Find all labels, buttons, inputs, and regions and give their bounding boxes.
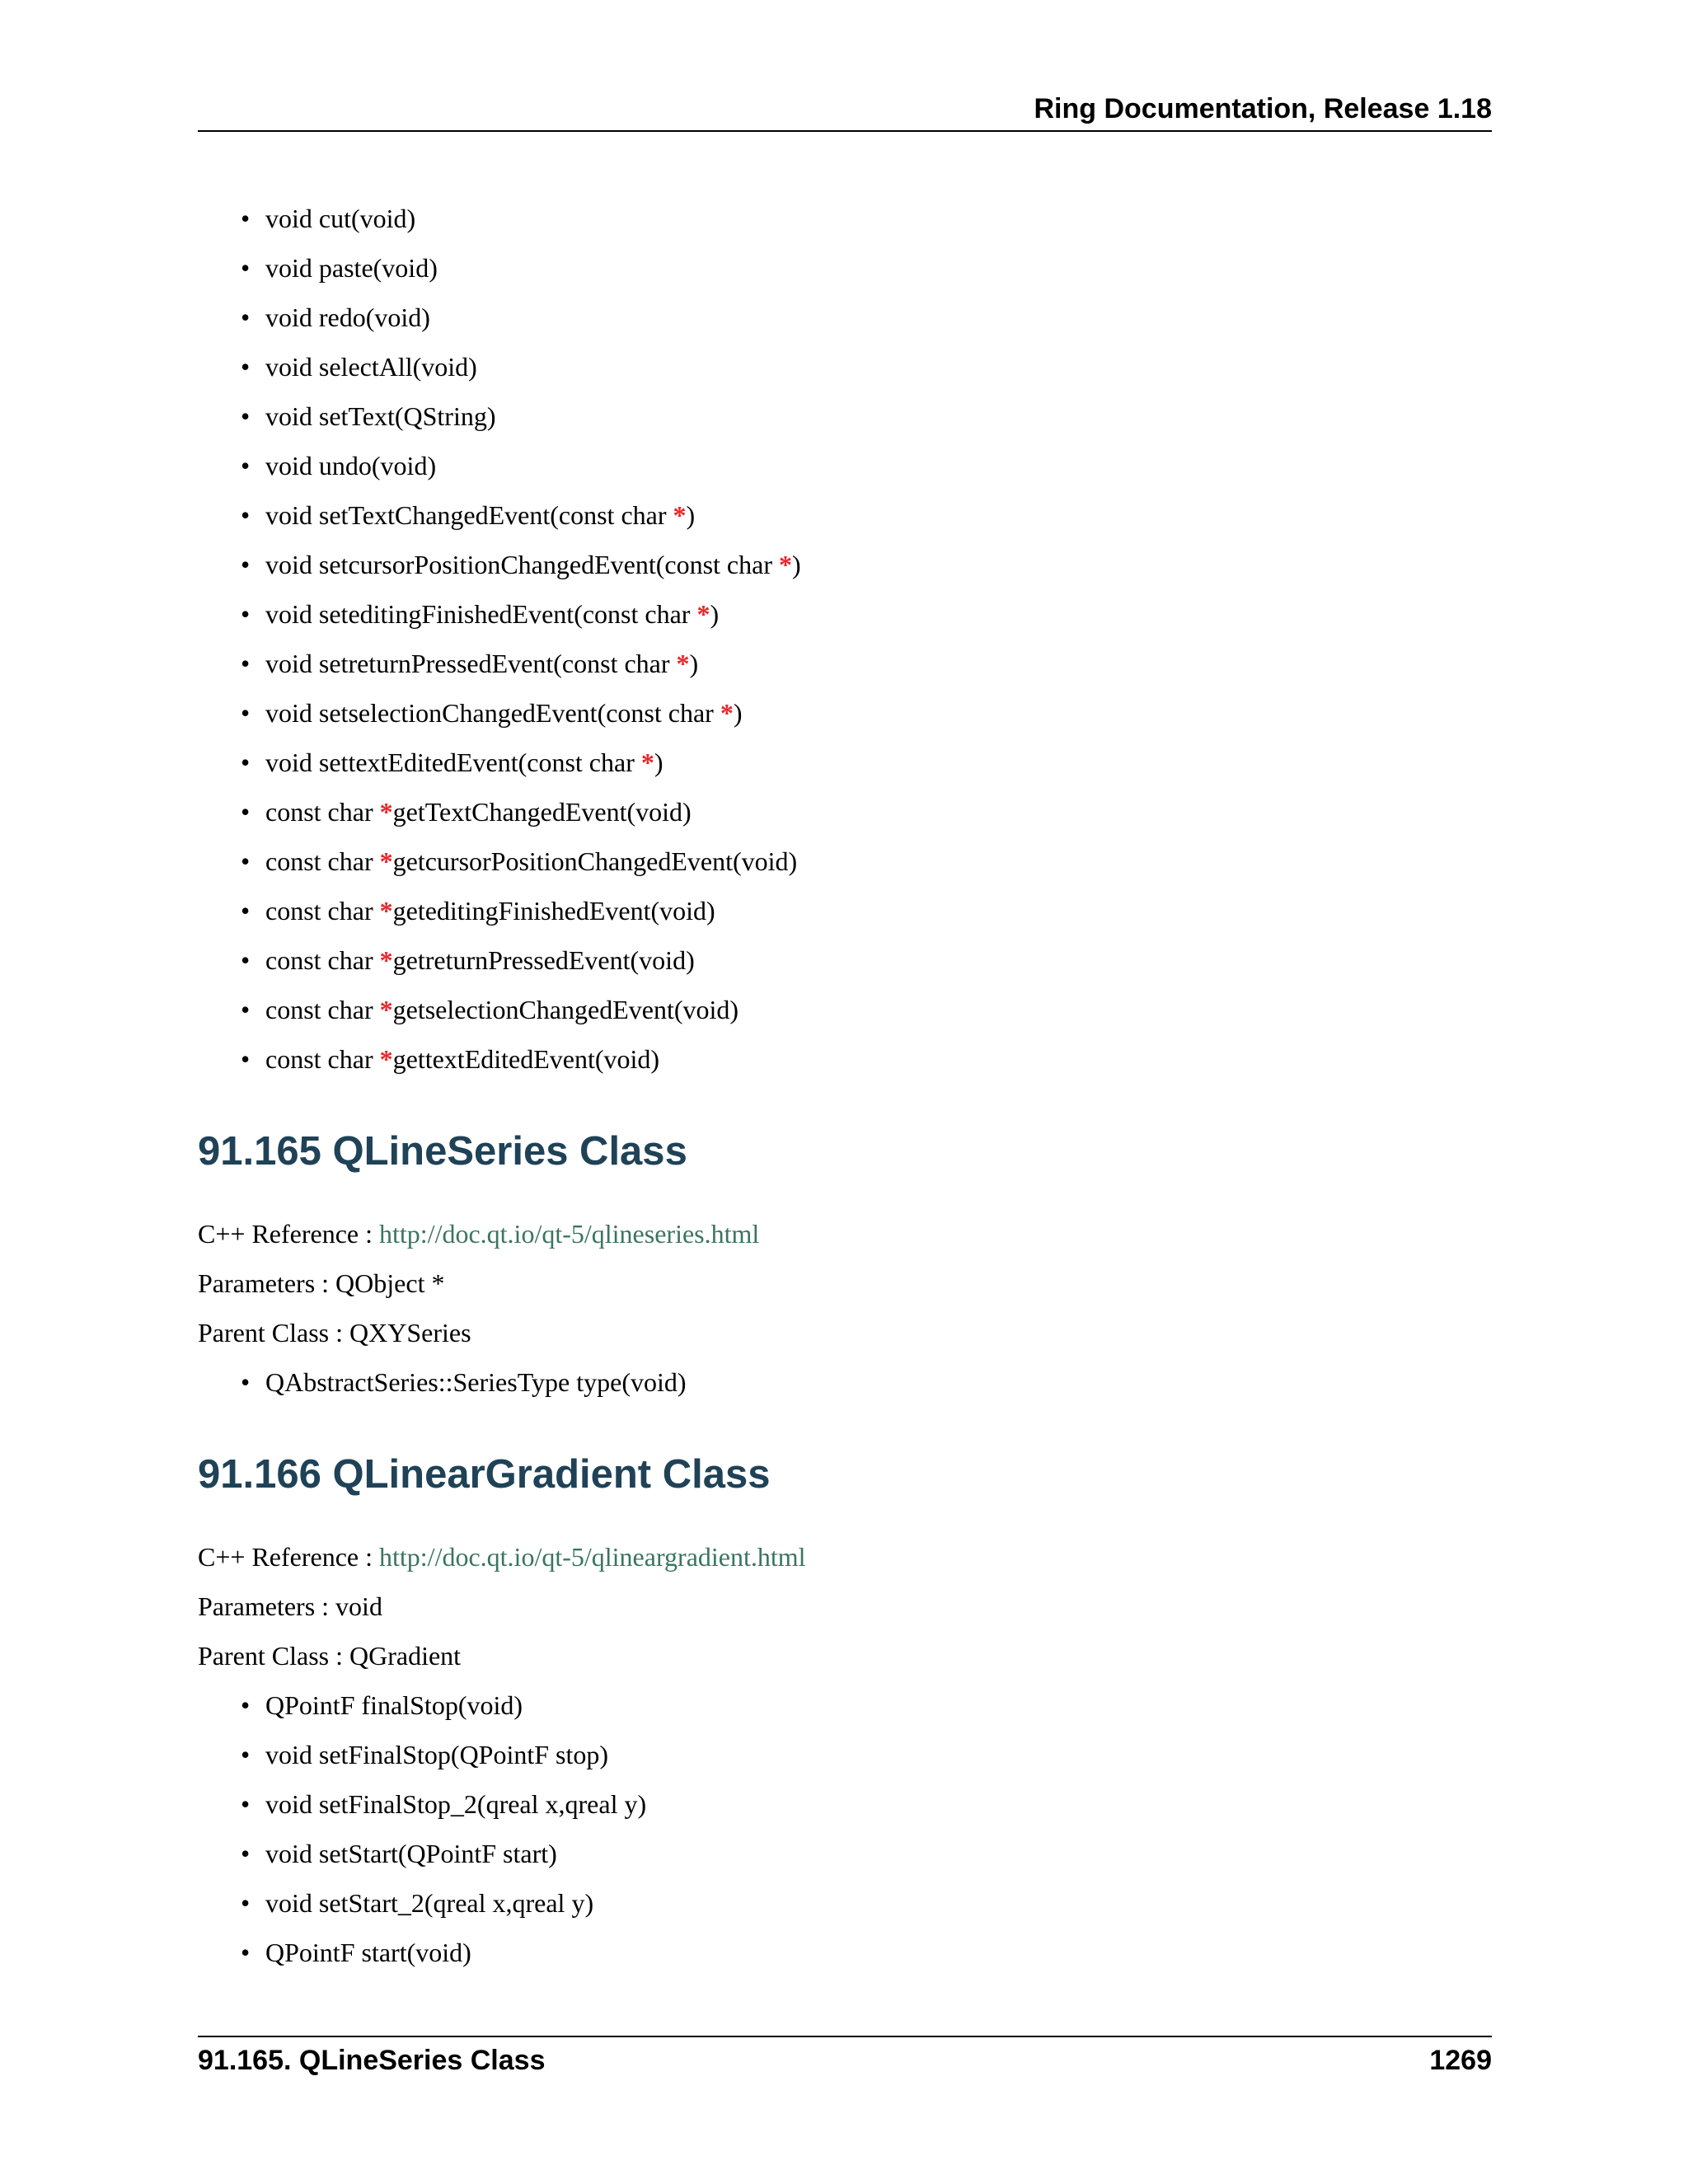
bullet-icon: • — [241, 302, 251, 332]
list-item-text: ) — [654, 748, 663, 777]
bullet-icon: • — [241, 846, 251, 876]
bullet-icon: • — [241, 649, 251, 678]
parent-class-line: Parent Class : QXYSeries — [198, 1318, 471, 1347]
pointer-star: * — [778, 550, 792, 579]
bullet-icon: • — [241, 1740, 251, 1769]
bullet-icon: • — [241, 896, 251, 926]
list-item-text: void settextEditedEvent(const char — [265, 748, 641, 777]
bullet-icon: • — [241, 1789, 251, 1819]
list-item — [241, 293, 1492, 342]
list-item-text: void selectAll(void) — [265, 352, 477, 382]
bullet-icon: • — [241, 1888, 251, 1918]
list-item — [241, 935, 1492, 985]
list-item-text: const char — [265, 1044, 380, 1074]
list-item — [241, 1928, 1492, 1977]
cpp-reference-label: C++ Reference : — [198, 1542, 379, 1572]
list-item-text: void undo(void) — [265, 451, 437, 480]
bullet-icon: • — [241, 698, 251, 728]
list-item-text: void setcursorPositionChangedEvent(const char — [265, 550, 779, 579]
list-item-text: void setFinalStop_2(qreal x,qreal y) — [265, 1789, 647, 1819]
bullet-icon: • — [241, 204, 251, 233]
pointer-star: * — [379, 846, 393, 876]
bullet-icon: • — [241, 253, 251, 283]
section-heading: 91.165 QLineSeries Class — [198, 1129, 687, 1174]
pointer-star: * — [640, 748, 654, 777]
bullet-icon: • — [241, 401, 251, 431]
list-item — [241, 540, 1492, 589]
list-item — [241, 1357, 1492, 1407]
section-heading: 91.166 QLinearGradient Class — [198, 1452, 771, 1497]
list-item — [241, 1779, 1492, 1829]
list-item-text: const char — [265, 846, 380, 876]
list-item — [241, 787, 1492, 837]
list-item-text: getcursorPositionChangedEvent(void) — [392, 846, 798, 876]
parameters-line: Parameters : void — [198, 1591, 382, 1621]
list-item-text: getTextChangedEvent(void) — [392, 797, 692, 827]
list-item-text: void setFinalStop(QPointF stop) — [265, 1740, 609, 1769]
list-item — [241, 886, 1492, 935]
bullet-icon: • — [241, 1839, 251, 1868]
parameters-line: Parameters : QObject * — [198, 1268, 445, 1298]
list-item — [241, 738, 1492, 787]
bullet-icon: • — [241, 500, 251, 530]
list-item-text: void setselectionChangedEvent(const char — [265, 698, 720, 728]
page-content — [198, 194, 1492, 1977]
running-header — [198, 92, 1492, 132]
list-item-text: void paste(void) — [265, 253, 438, 283]
list-item-text: gettextEditedEvent(void) — [392, 1044, 660, 1074]
list-item — [241, 688, 1492, 738]
pointer-star: * — [696, 599, 710, 629]
list-item-text: const char — [265, 995, 380, 1024]
footer-section-title: 91.165. QLineSeries Class — [198, 2045, 546, 2076]
bullet-icon: • — [241, 451, 251, 480]
list-item-text: void cut(void) — [265, 204, 416, 233]
pointer-star: * — [379, 797, 393, 827]
bullet-icon: • — [241, 352, 251, 382]
pointer-star: * — [379, 945, 393, 975]
method-list — [198, 1357, 1492, 1407]
bullet-icon: • — [241, 550, 251, 579]
list-item — [241, 243, 1492, 293]
list-item — [241, 589, 1492, 639]
section-qlineseries — [198, 1127, 1492, 1407]
bullet-icon: • — [241, 945, 251, 975]
list-item-text: const char — [265, 945, 380, 975]
list-item-text: void setreturnPressedEvent(const char — [265, 649, 677, 678]
bullet-icon: • — [241, 1367, 251, 1397]
list-item — [241, 985, 1492, 1034]
list-item-text: void setTextChangedEvent(const char — [265, 500, 673, 530]
bullet-icon: • — [241, 995, 251, 1024]
pointer-star: * — [720, 698, 734, 728]
list-item-text: ) — [686, 500, 696, 530]
list-item — [241, 441, 1492, 490]
cpp-reference-label: C++ Reference : — [198, 1219, 379, 1249]
bullet-icon: • — [241, 797, 251, 827]
list-item — [241, 639, 1492, 688]
cpp-reference-link[interactable]: http://doc.qt.io/qt-5/qlineseries.html — [379, 1219, 760, 1249]
list-item — [241, 1829, 1492, 1878]
list-item-text: void setStart(QPointF start) — [265, 1839, 557, 1868]
list-item-text: getreturnPressedEvent(void) — [392, 945, 695, 975]
list-item-text: void setStart_2(qreal x,qreal y) — [265, 1888, 594, 1918]
pointer-star: * — [379, 896, 393, 926]
list-item-text: const char — [265, 896, 380, 926]
list-item — [241, 342, 1492, 391]
page-number: 1269 — [1429, 2045, 1492, 2076]
list-item-text: ) — [733, 698, 743, 728]
bullet-icon: • — [241, 599, 251, 629]
document-page — [198, 0, 1492, 2184]
list-item-text: getselectionChangedEvent(void) — [392, 995, 739, 1024]
top-method-list — [198, 194, 1492, 1084]
list-item-text: ) — [689, 649, 699, 678]
list-item-text: void seteditingFinishedEvent(const char — [265, 599, 697, 629]
bullet-icon: • — [241, 1690, 251, 1720]
pointer-star: * — [379, 1044, 393, 1074]
list-item-text: geteditingFinishedEvent(void) — [392, 896, 715, 926]
bullet-icon: • — [241, 1938, 251, 1967]
list-item — [241, 1878, 1492, 1928]
list-item-text: ) — [791, 550, 801, 579]
list-item — [241, 1730, 1492, 1779]
list-item-text: QPointF finalStop(void) — [265, 1690, 523, 1720]
section-qlineargradient — [198, 1450, 1492, 1977]
list-item — [241, 1680, 1492, 1730]
cpp-reference-link[interactable]: http://doc.qt.io/qt-5/qlineargradient.html — [379, 1542, 806, 1572]
list-item-text: ) — [710, 599, 720, 629]
list-item-text: const char — [265, 797, 380, 827]
list-item — [241, 391, 1492, 441]
list-item — [241, 490, 1492, 540]
list-item — [241, 1034, 1492, 1084]
pointer-star: * — [379, 995, 393, 1024]
cpp-reference — [198, 1532, 1492, 1582]
cpp-reference — [198, 1209, 1492, 1258]
pointer-star: * — [676, 649, 690, 678]
list-item-text: QPointF start(void) — [265, 1938, 471, 1967]
running-footer — [198, 2036, 1492, 2077]
bullet-icon: • — [241, 1044, 251, 1074]
parent-class-line: Parent Class : QGradient — [198, 1641, 462, 1671]
method-list — [198, 1680, 1492, 1977]
pointer-star: * — [673, 500, 687, 530]
list-item-text: QAbstractSeries::SeriesType type(void) — [265, 1367, 687, 1397]
list-item — [241, 837, 1492, 886]
list-item-text: void setText(QString) — [265, 401, 496, 431]
bullet-icon: • — [241, 748, 251, 777]
list-item-text: void redo(void) — [265, 302, 430, 332]
list-item — [241, 194, 1492, 243]
header-title: Ring Documentation, Release 1.18 — [1034, 93, 1492, 124]
